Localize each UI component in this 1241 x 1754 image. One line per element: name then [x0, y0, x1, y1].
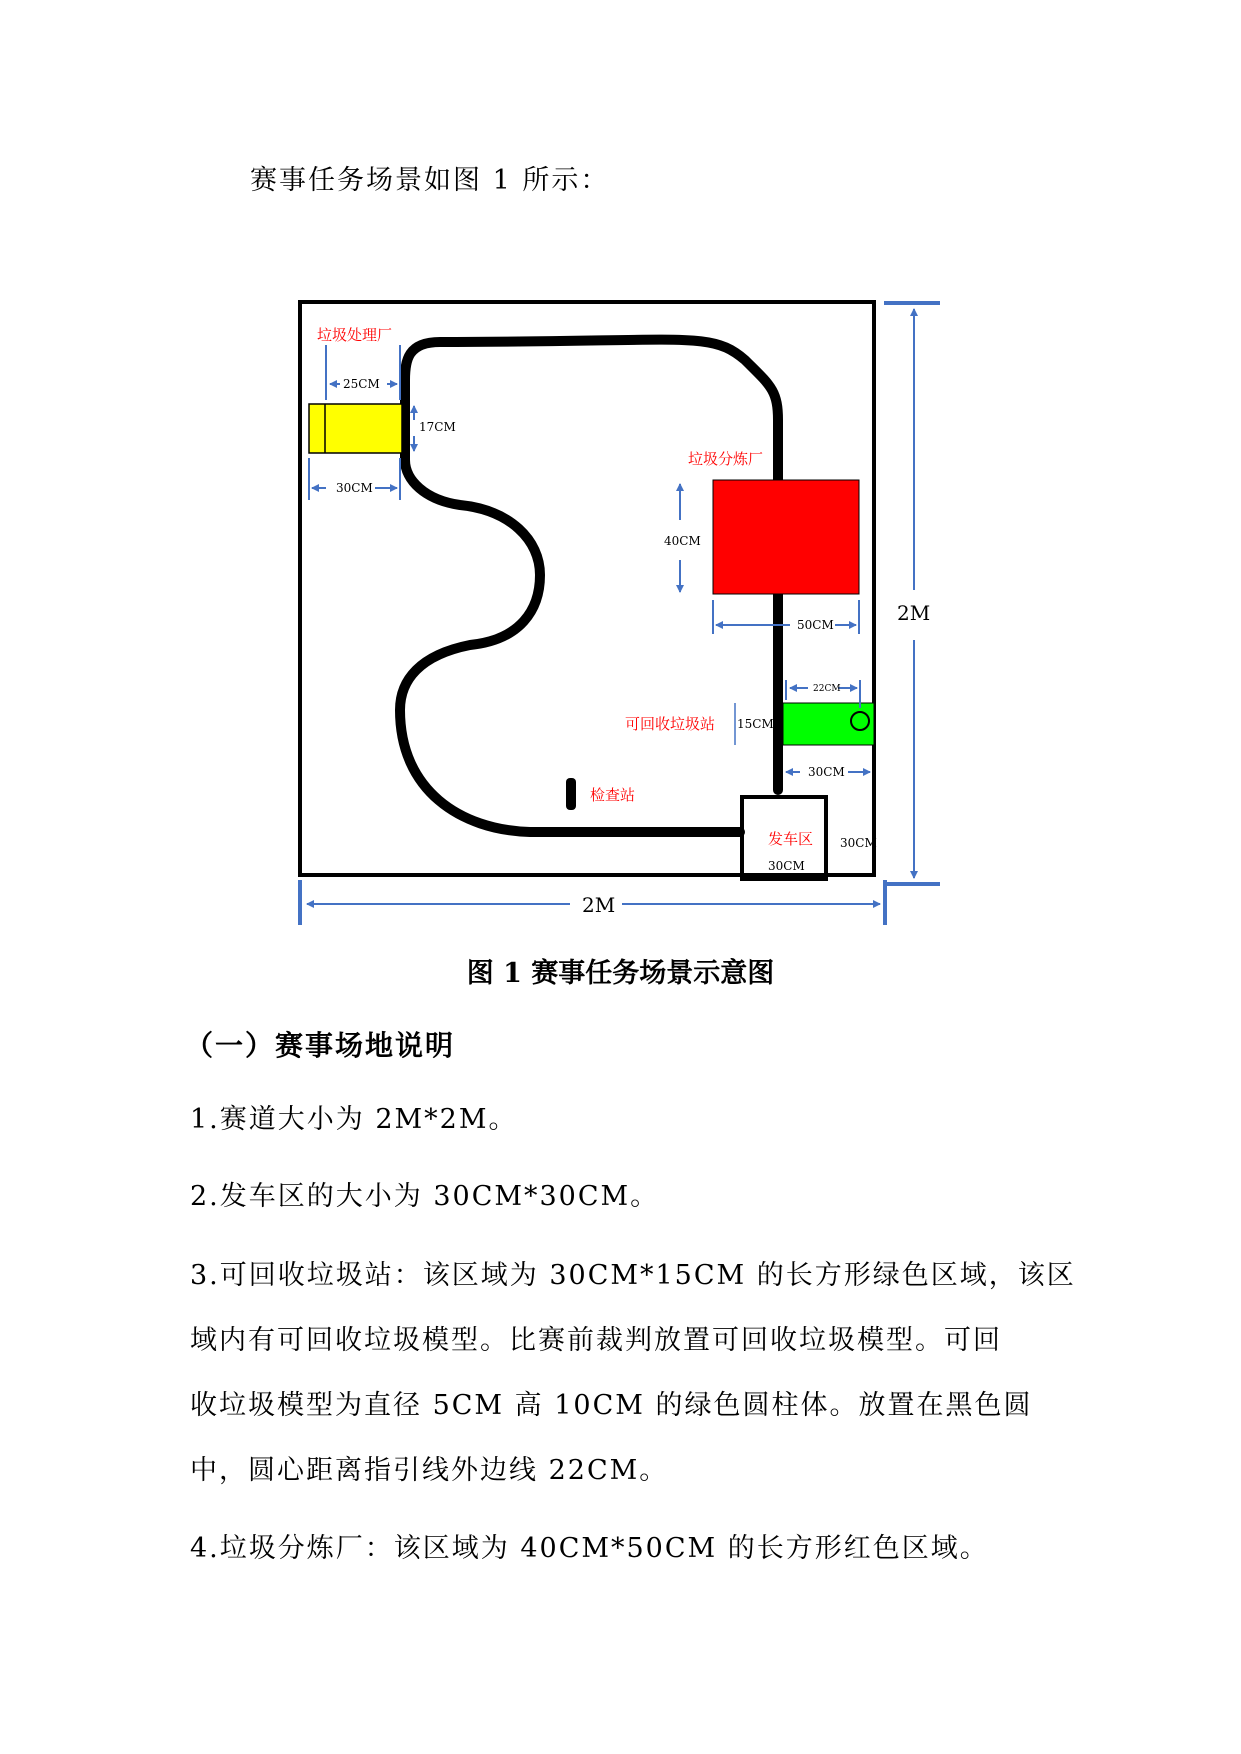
intro-text: 赛事任务场景如图 1 所示： — [250, 165, 610, 196]
item-line-1: 1.赛道大小为 2M*2M。 — [190, 1104, 518, 1135]
dim-yellow-width: 30CM — [336, 481, 373, 495]
sorting-plant-zone — [713, 480, 859, 594]
start-zone-label: 发车区 — [768, 830, 814, 848]
dim-start-side: 30CM — [840, 836, 877, 850]
item-line-6: 中，圆心距离指引线外边线 22CM。 — [190, 1455, 669, 1486]
item-line-4: 域内有可回收垃圾模型。比赛前裁判放置可回收垃圾模型。可回 — [190, 1325, 1002, 1356]
checkpoint-label: 检查站 — [590, 786, 636, 804]
processing-plant-label: 垃圾处理厂 — [317, 326, 393, 344]
item-line-5: 收垃圾模型为直径 5CM 高 10CM 的绿色圆柱体。放置在黑色圆 — [190, 1390, 1033, 1421]
recycle-station-label: 可回收垃圾站 — [625, 715, 716, 733]
dim-start-bottom: 30CM — [768, 859, 805, 873]
section-title: （一）赛事场地说明 — [185, 1029, 456, 1062]
dim-field-width: 2M — [582, 893, 616, 917]
dim-green-circle-offset: 22CM — [813, 684, 841, 694]
processing-plant-zone — [309, 404, 402, 453]
dim-green-width: 30CM — [808, 765, 845, 779]
item-line-7: 4.垃圾分炼厂：该区域为 40CM*50CM 的长方形红色区域。 — [190, 1533, 989, 1564]
dim-red-width: 50CM — [797, 618, 834, 632]
dim-red-height: 40CM — [664, 534, 701, 548]
dim-field-height: 2M — [897, 601, 931, 625]
recycle-station-zone — [783, 703, 874, 745]
sorting-plant-label: 垃圾分炼厂 — [688, 450, 764, 468]
dim-yellow-height: 17CM — [419, 420, 456, 434]
item-line-2: 2.发车区的大小为 30CM*30CM。 — [190, 1181, 660, 1212]
figure-caption: 图 1 赛事任务场景示意图 — [466, 958, 775, 989]
item-line-3: 3.可回收垃圾站：该区域为 30CM*15CM 的长方形绿色区域，该区 — [190, 1260, 1076, 1291]
dim-green-height: 15CM — [737, 717, 774, 731]
dim-yellow-inner-width: 25CM — [343, 377, 380, 391]
checkpoint-marker — [566, 778, 576, 810]
